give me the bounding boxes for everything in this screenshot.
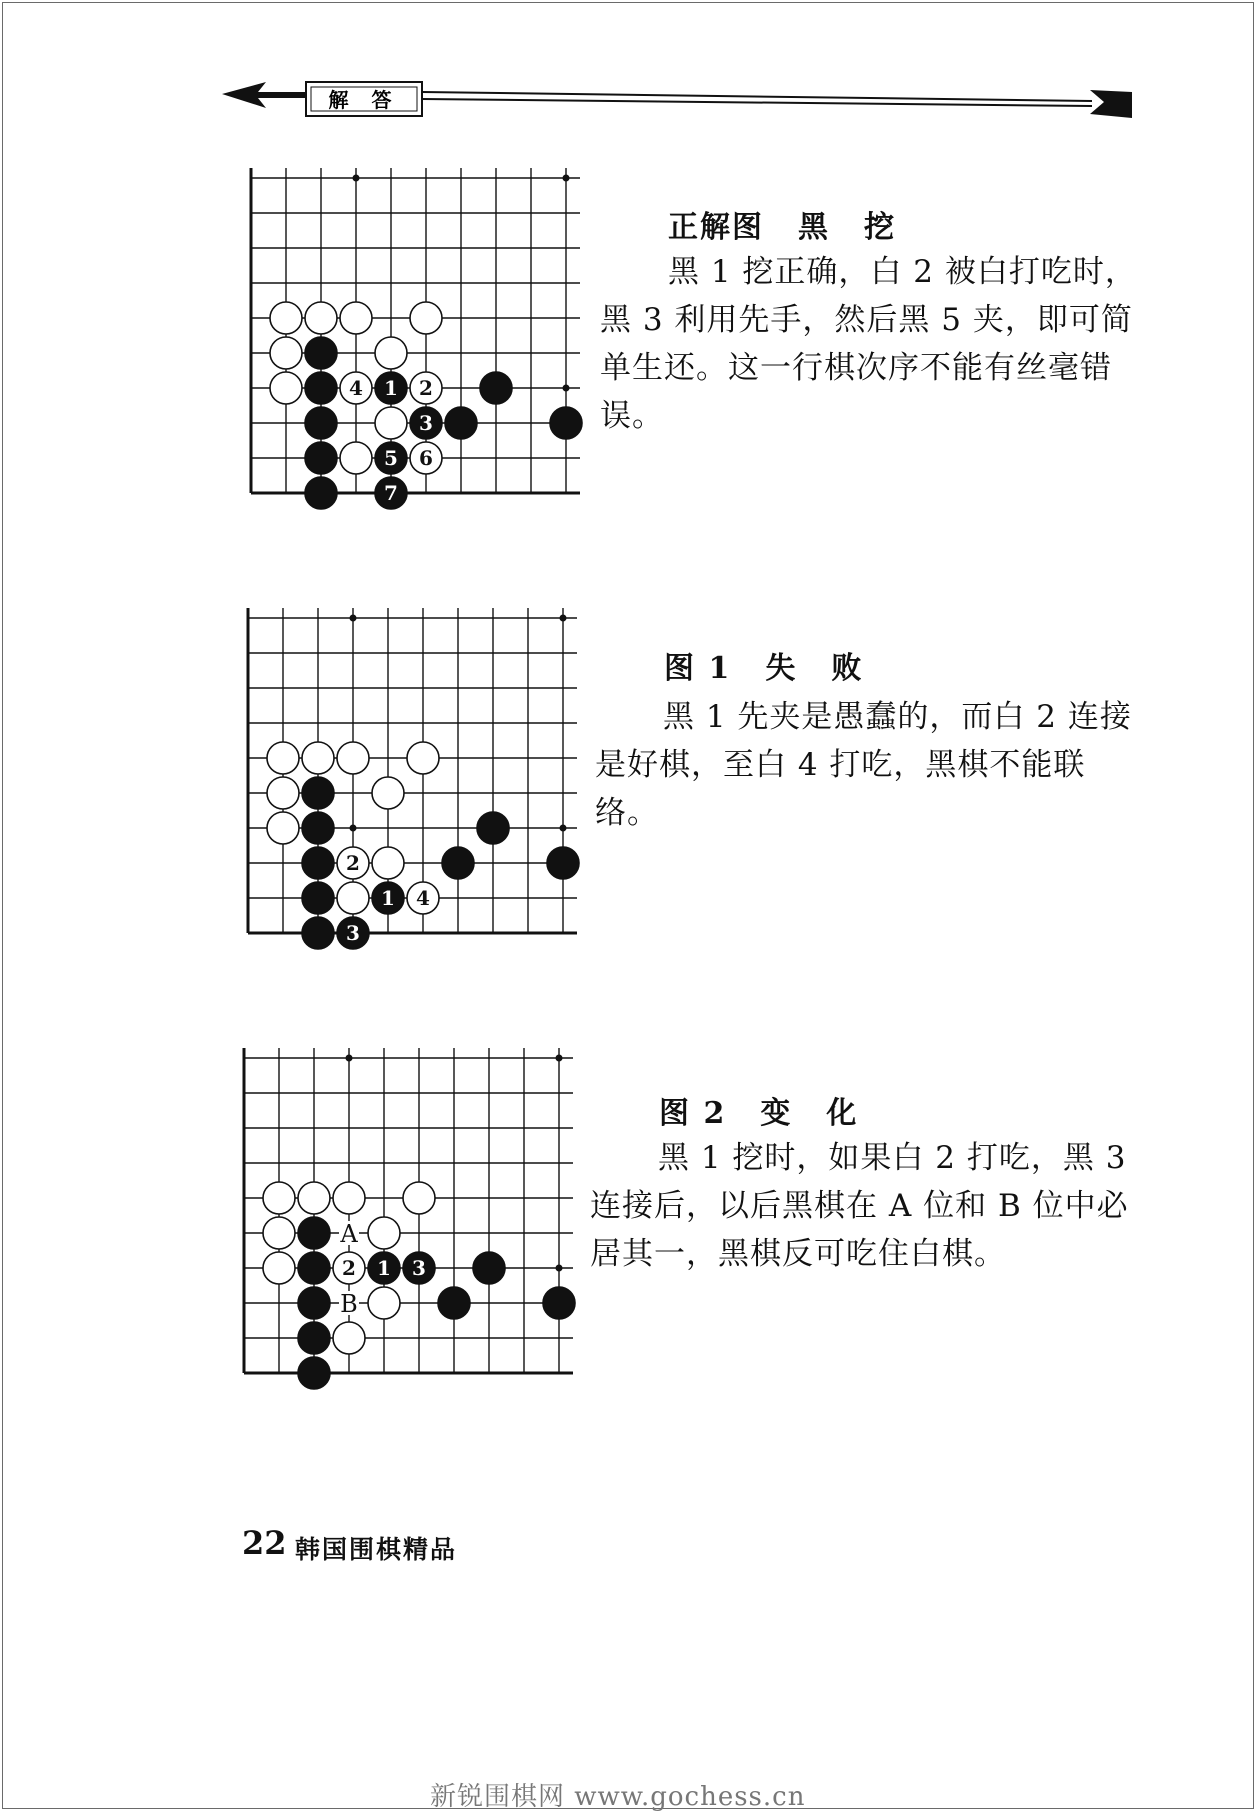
- white-stone: [337, 742, 369, 774]
- black-stone: [302, 847, 334, 879]
- white-stone: [333, 1182, 365, 1214]
- star-point: [346, 1055, 353, 1062]
- black-stone: [298, 1357, 330, 1389]
- section-title: 图 1 失 败: [664, 651, 864, 686]
- black-stone: [550, 407, 582, 439]
- black-stone: [305, 407, 337, 439]
- move-number: 4: [349, 376, 363, 400]
- star-point: [563, 175, 570, 182]
- white-stone: [263, 1252, 295, 1284]
- white-stone: [302, 742, 334, 774]
- star-point: [350, 615, 357, 622]
- watermark: 新锐围棋网 www.gochess.cn: [430, 1782, 806, 1812]
- white-stone: [263, 1182, 295, 1214]
- black-stone: [473, 1252, 505, 1284]
- move-number: 1: [377, 1256, 391, 1280]
- white-stone: [270, 372, 302, 404]
- white-stone: [372, 847, 404, 879]
- section-body: 黑 1 先夹是愚蠢的，而白 2 连接是好棋，至白 4 打吃，黑棋不能联络。: [595, 699, 1132, 831]
- white-stone: [267, 812, 299, 844]
- star-point: [560, 825, 567, 832]
- move-number: 2: [342, 1256, 356, 1280]
- star-point: [353, 175, 360, 182]
- white-stone: [298, 1182, 330, 1214]
- star-point: [560, 615, 567, 622]
- move-number: 7: [384, 481, 398, 505]
- black-stone: [547, 847, 579, 879]
- move-number: 5: [384, 446, 398, 470]
- book-title: 韩国围棋精品: [295, 1535, 458, 1564]
- black-stone: [298, 1287, 330, 1319]
- page-number: 22: [242, 1524, 287, 1562]
- white-stone: [333, 1322, 365, 1354]
- star-point: [563, 385, 570, 392]
- black-stone: [480, 372, 512, 404]
- white-stone: [368, 1217, 400, 1249]
- white-stone: [375, 337, 407, 369]
- header-label: 解 答: [328, 88, 400, 112]
- black-stone: [302, 777, 334, 809]
- move-number: 4: [416, 886, 430, 910]
- move-number: 3: [419, 411, 433, 435]
- black-stone: [543, 1287, 575, 1319]
- point-label: A: [340, 1220, 358, 1248]
- section-title: 图 2 变 化: [659, 1096, 859, 1131]
- point-label: B: [340, 1290, 358, 1318]
- black-stone: [445, 407, 477, 439]
- star-point: [556, 1265, 563, 1272]
- move-number: 2: [419, 376, 433, 400]
- white-stone: [305, 302, 337, 334]
- header-arrow-banner: [222, 78, 1142, 126]
- black-stone: [477, 812, 509, 844]
- star-point: [556, 1055, 563, 1062]
- black-stone: [442, 847, 474, 879]
- move-number: 1: [381, 886, 395, 910]
- move-number: 3: [412, 1256, 426, 1280]
- move-number: 6: [419, 446, 433, 470]
- white-stone: [270, 302, 302, 334]
- white-stone: [410, 302, 442, 334]
- black-stone: [298, 1252, 330, 1284]
- section-title: 正解图 黑 挖: [668, 210, 896, 245]
- go-board-fig1: [242, 608, 592, 968]
- black-stone: [305, 442, 337, 474]
- section-body: 黑 1 挖正确，白 2 被白打吃时，黑 3 利用先手，然后黑 5 夹，即可简单生还。这一行棋次序不能有丝毫错误。: [600, 254, 1137, 434]
- black-stone: [438, 1287, 470, 1319]
- star-point: [350, 825, 357, 832]
- black-stone: [305, 372, 337, 404]
- white-stone: [372, 777, 404, 809]
- white-stone: [270, 337, 302, 369]
- white-stone: [263, 1217, 295, 1249]
- black-stone: [305, 477, 337, 509]
- white-stone: [340, 442, 372, 474]
- arrow-fletching-icon: [1090, 90, 1132, 118]
- white-stone: [340, 302, 372, 334]
- white-stone: [375, 407, 407, 439]
- white-stone: [403, 1182, 435, 1214]
- white-stone: [337, 882, 369, 914]
- move-number: 2: [346, 851, 360, 875]
- black-stone: [298, 1322, 330, 1354]
- section-body: 黑 1 挖时，如果白 2 打吃，黑 3 连接后，以后黑棋在 A 位和 B 位中必居其一，黑棋反可吃住白棋。: [590, 1140, 1129, 1272]
- arrow-head-icon: [222, 82, 306, 108]
- black-stone: [302, 917, 334, 949]
- white-stone: [267, 777, 299, 809]
- go-board-correct: [245, 168, 595, 528]
- move-number: 3: [346, 921, 360, 945]
- black-stone: [305, 337, 337, 369]
- go-board-fig2: [238, 1048, 588, 1408]
- black-stone: [302, 812, 334, 844]
- black-stone: [302, 882, 334, 914]
- white-stone: [267, 742, 299, 774]
- move-number: 1: [384, 376, 398, 400]
- white-stone: [407, 742, 439, 774]
- white-stone: [368, 1287, 400, 1319]
- black-stone: [298, 1217, 330, 1249]
